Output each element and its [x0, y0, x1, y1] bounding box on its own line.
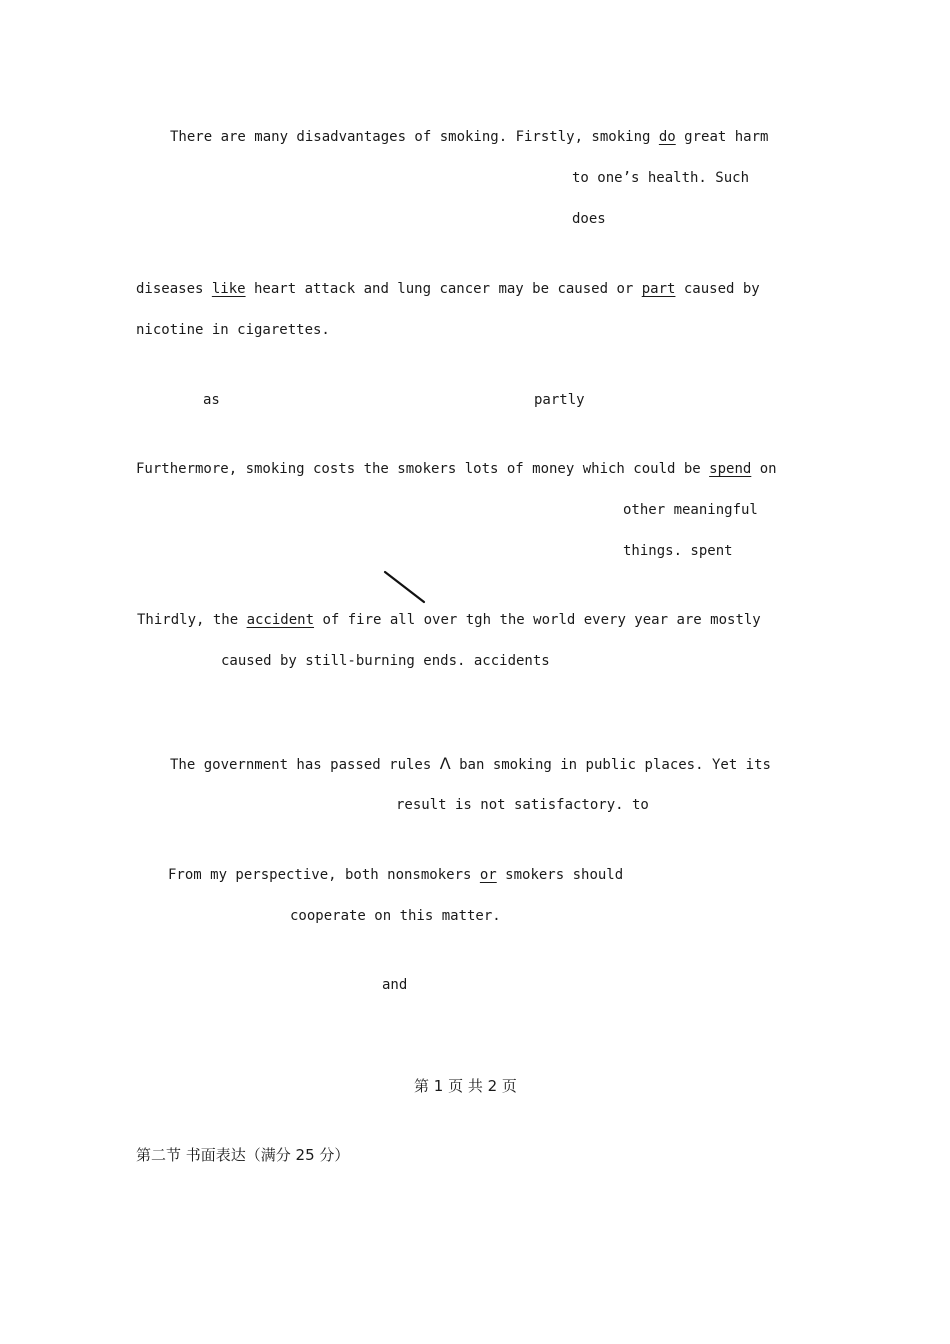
p3-text-b: on — [751, 461, 777, 477]
p6-error-or: or — [479, 867, 497, 883]
p4-text-a: Thirdly, the — [137, 612, 247, 628]
p4-error-accident: accident — [246, 612, 315, 628]
p2-error-part: part — [641, 281, 676, 297]
p2-text-c: caused by — [675, 281, 760, 297]
p2-line1 — [136, 280, 760, 298]
p4-text-b: of fire all over tgh the world every year are mostly — [314, 612, 761, 628]
p4-line1 — [137, 611, 761, 629]
p3-line2: other meaningful — [623, 502, 758, 518]
p1-line2: to one’s health. Such — [572, 170, 750, 186]
p2-correction-as: as — [203, 392, 220, 408]
p3-error-spend: spend — [709, 461, 752, 477]
p2-correction-partly: partly — [534, 392, 585, 408]
p6-line2: cooperate on this matter. — [290, 908, 501, 924]
p1-text-a: There are many disadvantages of smoking. Firstly, smoking — [170, 129, 659, 145]
p2-text-a: diseases — [136, 281, 212, 297]
p3-line3: things. spent — [623, 543, 733, 559]
p1-correction: does — [572, 211, 606, 227]
p2-text-b: heart attack and lung cancer may be caused or — [245, 281, 642, 297]
page-number: 第 1 页 共 2 页 — [414, 1077, 517, 1095]
p6-line1 — [168, 866, 623, 884]
p1-error-do: do — [658, 129, 676, 145]
p3-text-a: Furthermore, smoking costs the smokers lots of money which could be — [136, 461, 710, 477]
p2-line2: nicotine in cigarettes. — [136, 322, 330, 338]
p5-text-b: ban smoking in public places. Yet its — [450, 757, 771, 773]
section-heading: 第二节 书面表达（满分 25 分） — [136, 1146, 350, 1164]
p6-text-a: From my perspective, both nonsmokers — [168, 867, 480, 883]
p5-line1 — [170, 755, 771, 774]
p2-error-like: like — [211, 281, 246, 297]
p6-correction: and — [382, 977, 408, 993]
deletion-slash-mark — [380, 568, 430, 608]
insertion-caret-icon: Λ — [439, 754, 451, 773]
p4-line2: caused by still-burning ends. accidents — [221, 653, 550, 669]
p1-line1 — [170, 128, 768, 146]
p3-line1 — [136, 460, 777, 478]
p1-text-b: great harm — [675, 129, 769, 145]
p6-text-b: smokers should — [496, 867, 624, 883]
p5-line2: result is not satisfactory. to — [396, 797, 649, 813]
p5-text-a: The government has passed rules — [170, 757, 440, 773]
